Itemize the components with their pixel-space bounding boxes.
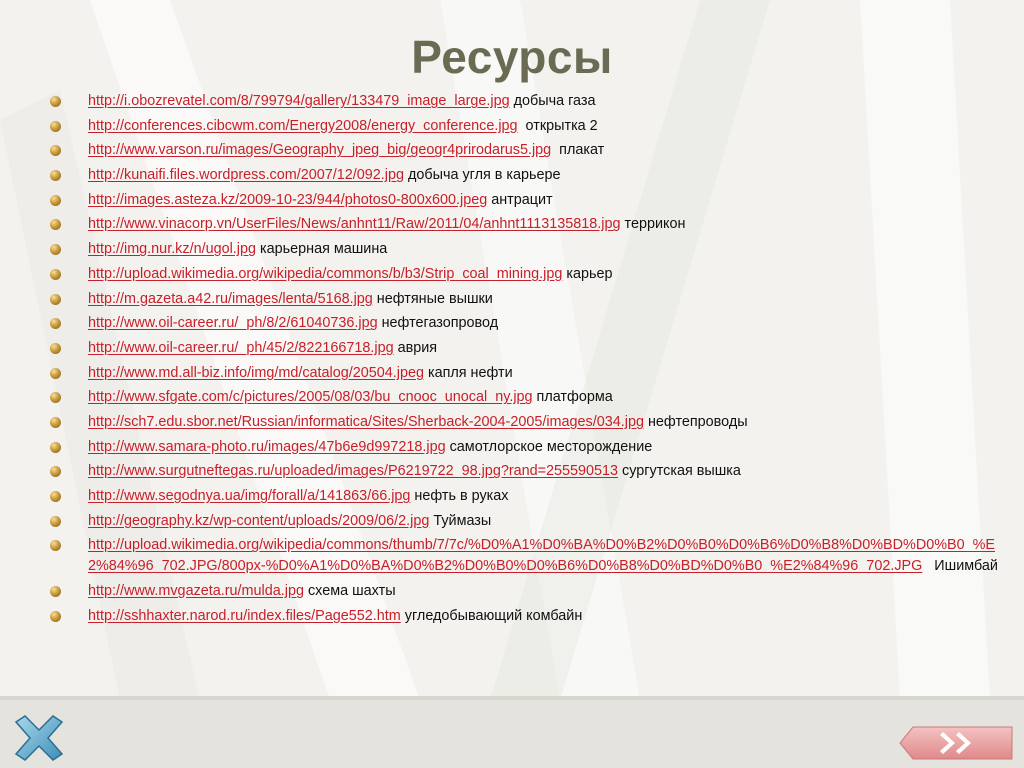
resource-description: добыча угля в карьере <box>403 167 561 184</box>
bullet-icon <box>50 417 61 428</box>
resource-description: самотлорское месторождение <box>445 438 653 455</box>
resource-link[interactable]: http://www.mvgazeta.ru/mulda.jpg <box>88 583 304 600</box>
resource-item <box>44 165 1004 186</box>
resource-description: угледобывающий комбайн <box>400 607 583 624</box>
resource-link[interactable]: http://m.gazeta.a42.ru/images/lenta/5168.jpg <box>88 290 373 307</box>
resource-item <box>44 461 1004 482</box>
resource-description: добыча газа <box>509 93 596 109</box>
resource-link[interactable]: http://sshhaxter.narod.ru/index.files/Page552.htm <box>88 607 401 624</box>
resource-description: террикон <box>620 216 686 233</box>
resource-item <box>44 214 1004 235</box>
resource-description: аврия <box>393 339 438 356</box>
resource-link[interactable]: http://kunaifi.files.wordpress.com/2007/12/092.jpg <box>88 167 404 184</box>
resource-item <box>44 140 1004 161</box>
resource-link[interactable]: http://www.oil-career.ru/_ph/8/2/61040736.jpg <box>88 315 378 332</box>
resource-description: схема шахты <box>303 583 396 600</box>
resource-link[interactable]: http://www.md.all-biz.info/img/md/catalog/20504.jpeg <box>88 364 424 381</box>
resource-description: платформа <box>532 389 613 406</box>
resource-link[interactable]: http://conferences.cibcwm.com/Energy2008/energy_conference.jpg <box>88 117 518 134</box>
resource-description: карьер <box>562 265 613 282</box>
bullet-icon <box>50 611 61 622</box>
resource-item <box>44 313 1004 334</box>
resource-description: нефтегазопровод <box>377 315 499 332</box>
bullet-icon <box>50 466 61 477</box>
resource-item <box>44 535 1004 577</box>
next-arrow-icon <box>899 726 1014 760</box>
resource-item <box>44 239 1004 260</box>
resource-link[interactable]: http://geography.kz/wp-content/uploads/2009/06/2.jpg <box>88 512 430 529</box>
resource-item <box>44 190 1004 211</box>
bullet-icon <box>50 586 61 597</box>
resource-item <box>44 338 1004 359</box>
resource-link[interactable]: http://www.varson.ru/images/Geography_jpeg_big/geogr4prirodarus5.jpg <box>88 142 552 159</box>
resource-item <box>44 116 1004 137</box>
resource-description: Туймазы <box>429 512 492 529</box>
bullet-icon <box>50 269 61 280</box>
bullet-icon <box>50 516 61 527</box>
resource-description: открытка 2 <box>517 117 598 134</box>
resource-item <box>44 412 1004 433</box>
resource-description: Ишимбай <box>922 558 998 575</box>
bullet-icon <box>50 170 61 181</box>
resource-description: карьерная машина <box>256 241 388 258</box>
resource-link[interactable]: http://www.samara-photo.ru/images/47b6e9d997218.jpg <box>88 438 446 455</box>
resource-description: сургутская вышка <box>618 463 741 480</box>
bullet-icon <box>50 318 61 329</box>
resource-item <box>44 289 1004 310</box>
resource-item <box>44 511 1004 532</box>
bullet-icon <box>50 121 61 132</box>
resource-description: нефтяные вышки <box>372 290 493 307</box>
next-slide-button[interactable] <box>899 726 1014 760</box>
bullet-icon <box>50 219 61 230</box>
bullet-icon <box>50 540 61 551</box>
resource-item <box>44 264 1004 285</box>
bullet-icon <box>50 343 61 354</box>
bullet-icon <box>50 244 61 255</box>
resource-link[interactable]: http://img.nur.kz/n/ugol.jpg <box>88 241 256 258</box>
resources-list <box>44 91 1004 630</box>
resource-description: антрацит <box>487 191 553 208</box>
bullet-icon <box>50 368 61 379</box>
resource-item <box>44 581 1004 602</box>
resource-item <box>44 437 1004 458</box>
close-x-icon <box>12 714 66 762</box>
resource-item <box>44 363 1004 384</box>
bullet-icon <box>50 195 61 206</box>
slide-title: Ресурсы <box>411 31 613 83</box>
resource-link[interactable]: http://www.oil-career.ru/_ph/45/2/822166718.jpg <box>88 339 394 356</box>
resource-description: капля нефти <box>423 364 513 381</box>
resource-link[interactable]: http://i.obozrevatel.com/8/799794/gallery/133479_image_large.jpg <box>88 93 510 109</box>
resource-item <box>44 486 1004 507</box>
resource-link[interactable]: http://www.surgutneftegas.ru/uploaded/images/P6219722_98.jpg?rand=255590513 <box>88 463 619 480</box>
resource-link[interactable]: http://www.sfgate.com/c/pictures/2005/08/03/bu_cnooc_unocal_ny.jpg <box>88 389 533 406</box>
resource-description: нефть в руках <box>410 488 509 504</box>
bullet-icon <box>50 491 61 502</box>
bullet-icon <box>50 392 61 403</box>
resource-item <box>44 606 1004 627</box>
close-button[interactable] <box>12 714 66 762</box>
bullet-icon <box>50 294 61 305</box>
resource-link[interactable]: http://upload.wikimedia.org/wikipedia/commons/b/b3/Strip_coal_mining.jpg <box>88 265 563 282</box>
resource-link[interactable]: http://images.asteza.kz/2009-10-23/944/photos0-800x600.jpeg <box>88 191 488 208</box>
bullet-icon <box>50 145 61 156</box>
resource-item <box>44 387 1004 408</box>
resource-link[interactable]: http://sch7.edu.sbor.net/Russian/informatica/Sites/Sherback-2004-2005/images/034.jpg <box>88 413 644 430</box>
bullet-icon <box>50 442 61 453</box>
resource-description: нефтепроводы <box>643 413 748 430</box>
resource-description: плакат <box>551 142 605 159</box>
resource-link[interactable]: http://www.vinacorp.vn/UserFiles/News/anhnt11/Raw/2011/04/anhnt1113135818.jpg <box>88 216 621 233</box>
resource-link[interactable]: http://upload.wikimedia.org/wikipedia/commons/thumb/7/7c/%D0%A1%D0%BA%D0%B2%D0%B0%D0%B6%D0%B8%D0%BD%D0%B0_%E2%84%96_702.JPG/800px-%D0%A1%D0%BA%D0%B2%D0%B0%D0%B6%D0%B8%D0%BD%D0%B0_%E2%84%96_702.JPG <box>88 537 996 575</box>
resource-item <box>44 91 1004 112</box>
bullet-icon <box>50 96 61 107</box>
resource-link[interactable]: http://www.segodnya.ua/img/forall/a/141863/66.jpg <box>88 488 411 504</box>
